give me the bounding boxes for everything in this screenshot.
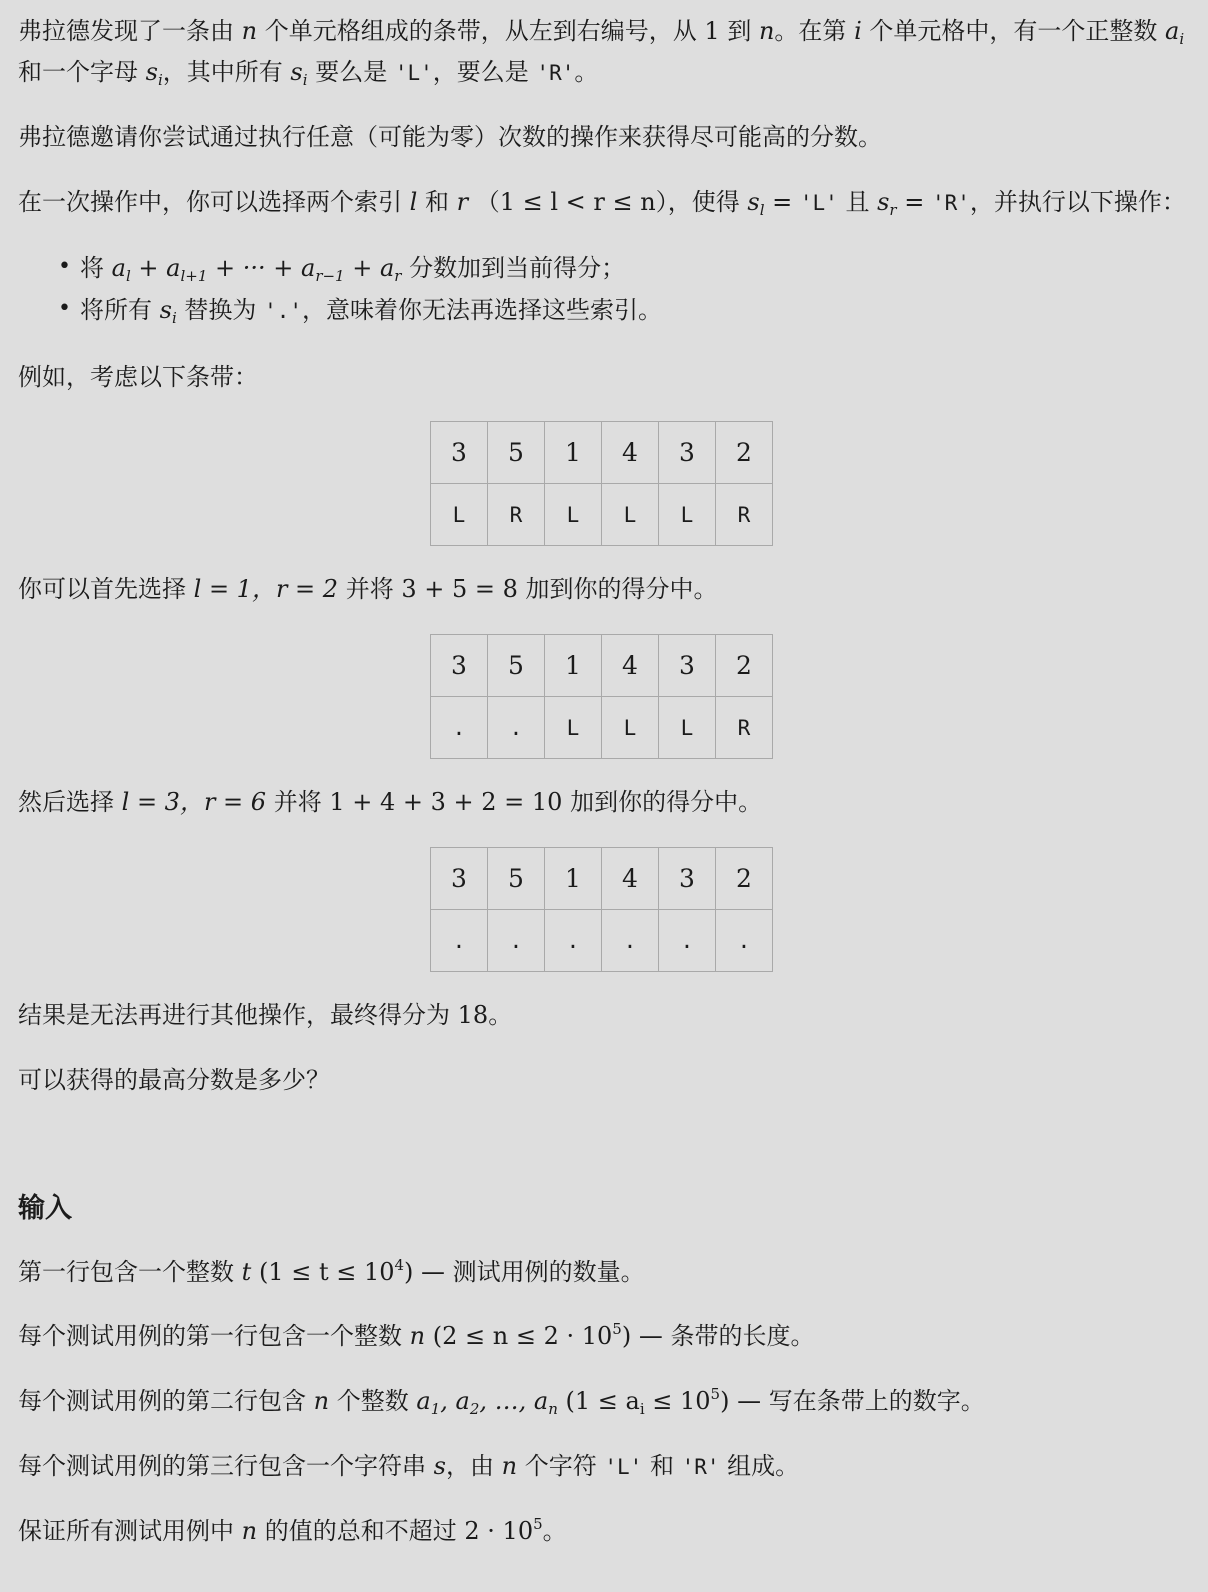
text: ，使得	[667, 188, 740, 216]
cell-number: 5	[488, 635, 545, 697]
input-a-line	[18, 1384, 985, 1418]
cell-letter: R	[488, 484, 545, 546]
limit: $2 \cdot 10^5$	[464, 1515, 543, 1545]
cell-number: 3	[431, 422, 488, 484]
cell-number: 3	[659, 422, 716, 484]
cell-letter: .	[659, 910, 716, 972]
score: 18	[457, 1001, 489, 1029]
text: 并将	[273, 788, 322, 816]
cell-letter: L	[602, 697, 659, 759]
text: — 测试用例的数量。	[413, 1258, 645, 1286]
invite-text: 弗拉德邀请你尝试通过执行任意（可能为零）次数的操作来获得尽可能高的分数。	[18, 123, 882, 151]
text: — 写在条带上的数字。	[729, 1387, 985, 1415]
sum: 1 + 4 + 3 + 2 = 10	[329, 788, 563, 816]
text: 保证所有测试用例中	[18, 1517, 234, 1545]
var-n: n	[313, 1387, 330, 1415]
input-heading: 输入	[18, 1193, 72, 1224]
cell-letter: L	[545, 484, 602, 546]
numbers-row	[431, 422, 773, 484]
cell-number: 1	[545, 422, 602, 484]
text: 。	[542, 1517, 567, 1545]
cell-number: 1	[545, 635, 602, 697]
var-s-l: $s_l$	[747, 188, 765, 219]
cell-number: 3	[659, 848, 716, 910]
cell-number: 2	[716, 635, 773, 697]
cell-letter: .	[431, 697, 488, 759]
text: 第一行包含一个整数	[18, 1258, 234, 1286]
text: 加到你的得分中。	[570, 788, 763, 816]
cell-number: 2	[716, 422, 773, 484]
var-n: n	[501, 1452, 518, 1480]
char-r: 'R'	[681, 1455, 720, 1479]
text: 要么是	[315, 58, 388, 86]
char-l: 'L'	[394, 61, 433, 85]
input-guarantee-line	[18, 1514, 567, 1548]
text: 和	[424, 188, 449, 216]
char-r: 'R'	[536, 61, 575, 85]
cell-letter: .	[545, 910, 602, 972]
text: 和一个字母	[18, 58, 138, 86]
text: 弗拉德发现了一条由	[18, 17, 234, 45]
input-n-line	[18, 1319, 814, 1353]
cell-letter: .	[716, 910, 773, 972]
var-l: l	[409, 188, 418, 216]
question-text: 可以获得的最高分数是多少？	[18, 1066, 330, 1094]
cell-number: 4	[602, 422, 659, 484]
cell-number: 5	[488, 848, 545, 910]
text: 每个测试用例的第三行包含一个字符串	[18, 1452, 426, 1480]
sequence-a: $a_1$, $a_2$, …, $a_n$	[416, 1387, 558, 1418]
cell-letter: .	[602, 910, 659, 972]
condition: $(1 \le t \le 10^4)$	[258, 1256, 414, 1286]
step-2-text	[18, 785, 762, 819]
intro-line-2	[18, 55, 598, 90]
cell-letter: L	[545, 697, 602, 759]
text: 加到你的得分中。	[525, 575, 718, 603]
strip-table-1	[430, 421, 773, 546]
condition: $(1 \le a_i \le 10^5)$	[565, 1385, 730, 1418]
formula: l = 1，r = 2	[193, 575, 339, 603]
char-r: 'R'	[931, 191, 970, 215]
text: ，由	[445, 1452, 494, 1480]
bullet-icon: •	[58, 296, 71, 321]
cell-number: 5	[488, 422, 545, 484]
text: 在一次操作中，你可以选择两个索引	[18, 188, 402, 216]
cell-number: 2	[716, 848, 773, 910]
text: 分数加到当前得分；	[409, 254, 626, 282]
text: — 条带的长度。	[631, 1322, 815, 1350]
text: 结果是无法再进行其他操作，最终得分为	[18, 1001, 450, 1029]
cell-number: 3	[659, 635, 716, 697]
var-a: $a_i$	[1165, 17, 1185, 48]
text: 。在第	[774, 17, 847, 45]
cell-letter: .	[488, 697, 545, 759]
text: ，其中所有	[162, 58, 283, 86]
letters-row	[431, 484, 773, 546]
text: 个整数	[336, 1387, 409, 1415]
var-r: r	[456, 188, 469, 216]
sum-formula: $a_l + a_{l+1}$ + ··· + $a_{r-1} + a_r$	[111, 254, 402, 285]
var-s: s	[433, 1452, 446, 1480]
text: 个单元格中，有一个正整数	[869, 17, 1158, 45]
bullet-1	[80, 251, 625, 285]
cell-number: 3	[431, 635, 488, 697]
input-t-line	[18, 1255, 645, 1289]
char-l: 'L'	[799, 191, 838, 215]
text: 和	[649, 1452, 674, 1480]
var-i: i	[854, 17, 862, 45]
text: ，意味着你无法再选择这些索引。	[302, 296, 662, 324]
text: 将	[80, 254, 104, 282]
numbers-row	[431, 848, 773, 910]
text: 到	[727, 17, 752, 45]
cell-number: 3	[431, 848, 488, 910]
text: 并将	[345, 575, 394, 603]
letters-row	[431, 697, 773, 759]
bullet-icon: •	[58, 254, 71, 279]
text: 你可以首先选择	[18, 575, 186, 603]
text: 个单元格组成的条带，从左到右编号，从	[264, 17, 697, 45]
cell-letter: .	[488, 910, 545, 972]
char-l: 'L'	[604, 1455, 643, 1479]
cell-letter: L	[659, 484, 716, 546]
var-n: n	[758, 17, 775, 45]
text: 。	[574, 58, 599, 86]
letters-row	[431, 910, 773, 972]
condition: （1 ≤ l < r ≤ n）	[475, 188, 668, 216]
result-text	[18, 998, 512, 1032]
text: ，并执行以下操作：	[969, 188, 1186, 216]
text: 组成。	[727, 1452, 800, 1480]
formula: l = 3，r = 6	[121, 788, 267, 816]
char-dot: '.'	[264, 299, 302, 323]
text: 。	[488, 1001, 513, 1029]
bullet-2	[80, 293, 662, 328]
condition: $(2 \le n \le 2 \cdot 10^5)$	[432, 1320, 632, 1350]
cell-number: 1	[545, 848, 602, 910]
var-t: t	[241, 1258, 252, 1286]
text: 然后选择	[18, 788, 114, 816]
step-1-text	[18, 572, 718, 606]
cell-number: 4	[602, 848, 659, 910]
operation-line: 在一次操作中，你可以选择两个索引 l 和 r （1 ≤ l < r ≤ n），使得 $s_l$ = 'L' 且 $s_r$ = 'R'，并执行以下操作：	[18, 188, 1186, 219]
text: 的值的总和不超过	[264, 1517, 457, 1545]
intro-line-1	[18, 14, 1184, 48]
text: ，要么是	[432, 58, 529, 86]
var-n: n	[409, 1322, 426, 1350]
numbers-row	[431, 635, 773, 697]
example-intro: 例如，考虑以下条带：	[18, 363, 258, 391]
number: 1	[704, 17, 720, 45]
text: 每个测试用例的第一行包含一个整数	[18, 1322, 402, 1350]
cell-letter: R	[716, 484, 773, 546]
sum: 3 + 5 = 8	[401, 575, 518, 603]
cell-letter: L	[659, 697, 716, 759]
cell-letter: L	[431, 484, 488, 546]
strip-table-3	[430, 847, 773, 972]
var-s: $s_i$	[145, 58, 163, 89]
text: 个字符	[524, 1452, 597, 1480]
cell-letter: .	[431, 910, 488, 972]
var-s: $s_i$	[159, 296, 177, 327]
text: 且	[845, 188, 870, 216]
cell-number: 4	[602, 635, 659, 697]
cell-letter: L	[602, 484, 659, 546]
var-n: n	[241, 1517, 258, 1545]
text: 每个测试用例的第二行包含	[18, 1387, 306, 1415]
input-s-line	[18, 1449, 799, 1484]
strip-table-2	[430, 634, 773, 759]
var-s-r: $s_r$	[877, 188, 897, 219]
text: 将所有	[80, 296, 152, 324]
var-n: n	[241, 17, 258, 45]
var-s: $s_i$	[290, 58, 308, 89]
text: 替换为	[184, 296, 257, 324]
cell-letter: R	[716, 697, 773, 759]
